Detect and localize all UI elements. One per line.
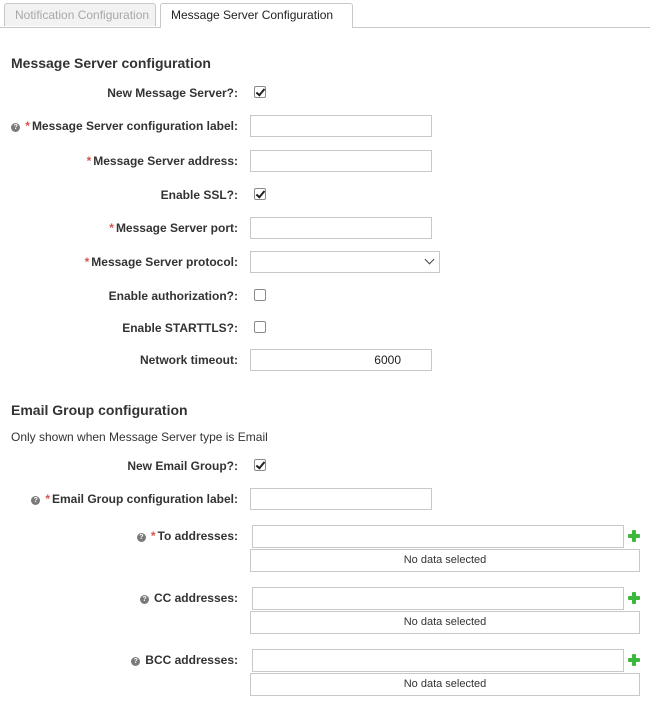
network-timeout-row [0,345,650,375]
bcc-addresses-empty-list: No data selected [250,673,640,696]
cc-addresses-row [0,587,650,635]
email-group-note: Only shown when Message Server type is Email [11,430,268,444]
bcc-addresses-row [0,649,650,697]
network-timeout-input[interactable] [250,349,432,371]
server-address-row [0,146,650,176]
add-to-address-plus-icon[interactable] [628,530,640,542]
enable-ssl-checkbox[interactable] [254,188,266,200]
required-asterisk: * [45,492,50,506]
bcc-addresses-label: ? BCC addresses: [131,649,238,671]
enable-authorization-row [0,281,650,311]
new-email-group-row [0,451,650,481]
enable-starttls-checkbox[interactable] [254,321,266,333]
enable-starttls-label: Enable STARTTLS?: [122,321,238,335]
server-config-label-input[interactable] [250,115,432,137]
tab-message-server-configuration[interactable]: Message Server Configuration [160,3,353,28]
required-asterisk: * [25,119,30,133]
add-cc-address-plus-icon[interactable] [628,592,640,604]
new-message-server-checkbox[interactable] [254,86,266,98]
email-group-config-label-row [0,484,650,514]
server-port-row [0,213,650,243]
help-icon[interactable]: ? [137,533,146,542]
tab-notification-configuration[interactable]: Notification Configuration [4,3,156,26]
server-protocol-label: * Message Server protocol: [84,255,238,269]
required-asterisk: * [86,154,92,168]
help-icon[interactable]: ? [140,595,149,604]
server-protocol-row [0,247,650,277]
server-port-label: * Message Server port: [109,221,238,235]
tab-bar [0,0,650,28]
to-addresses-empty-list: No data selected [250,549,640,572]
new-message-server-label: New Message Server?: [107,86,238,100]
message-server-section-title: Message Server configuration [11,55,211,71]
new-email-group-checkbox[interactable] [254,459,266,471]
enable-authorization-label: Enable authorization?: [108,289,238,303]
new-message-server-row [0,78,650,108]
server-address-label: * Message Server address: [86,154,238,168]
email-group-config-label-label: ? * Email Group configuration label: [31,484,238,514]
help-icon[interactable]: ? [31,496,40,505]
cc-addresses-input[interactable] [252,587,624,610]
cc-addresses-empty-list: No data selected [250,611,640,634]
enable-authorization-checkbox[interactable] [254,289,266,301]
add-bcc-address-plus-icon[interactable] [628,654,640,666]
required-asterisk: * [84,255,90,269]
help-icon[interactable]: ? [131,657,140,666]
to-addresses-input[interactable] [252,525,624,548]
chevron-down-icon [425,255,435,265]
required-asterisk: * [150,529,156,543]
server-protocol-select[interactable] [250,251,440,273]
new-email-group-label: New Email Group?: [127,459,238,473]
network-timeout-label: Network timeout: [139,353,238,367]
help-icon[interactable]: ? [11,123,20,132]
bcc-addresses-input[interactable] [252,649,624,672]
server-address-input[interactable] [250,150,432,172]
server-config-label-row [0,111,650,141]
enable-starttls-row [0,313,650,343]
enable-ssl-label: Enable SSL?: [160,188,238,202]
to-addresses-row [0,525,650,573]
cc-addresses-label: ? CC addresses: [140,587,238,609]
email-group-config-label-input[interactable] [250,488,432,510]
to-addresses-label: ? * To addresses: [137,525,238,547]
required-asterisk: * [109,221,114,235]
server-port-input[interactable] [250,217,432,239]
enable-ssl-row [0,180,650,210]
server-config-label-label: ? * Message Server configuration label: [11,111,238,141]
email-group-section-title: Email Group configuration [11,402,188,418]
